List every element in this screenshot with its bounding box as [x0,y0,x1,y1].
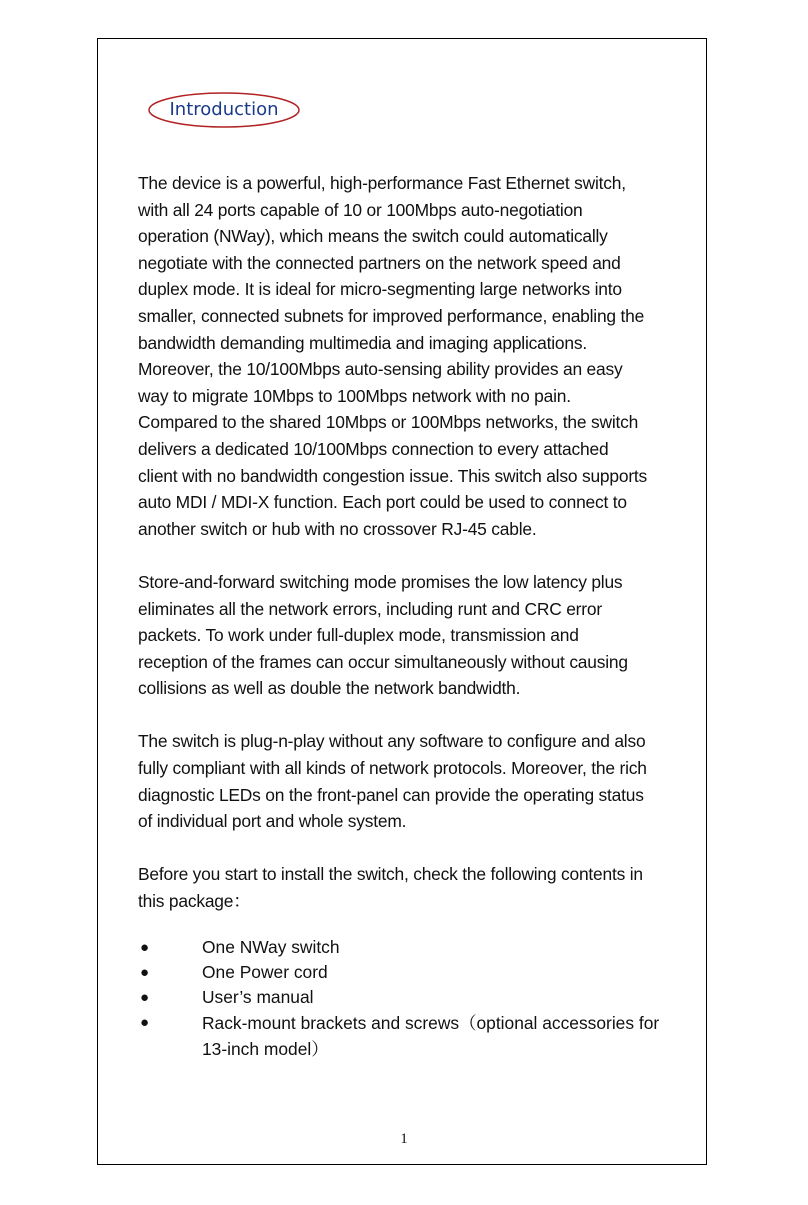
paragraph-plug-n-play: The switch is plug-n-play without any software to configure and also fully compliant with all kinds of network protocols. Moreover, the rich diagnostic LEDs on the front-panel can provide the operating status of individual port and whole system. [138,731,647,832]
paragraph-overview: The device is a powerful, high-performance Fast Ethernet switch, with all 24 ports capable of 10 or 100Mbps auto-negotiation operation (NWay), which means the switch could automatically negotiate with the connected partners on the network speed and duplex mode. It is ideal for micro-segmenting large networks into smaller, connected subnets for improved performance, enabling the bandwidth demanding multimedia and imaging applications. Moreover, the 10/100Mbps auto-sensing ability provides an easy way to migrate 10Mbps to 100Mbps network with no pain. Compared to the shared 10Mbps or 100Mbps networks, the switch delivers a dedicated 10/100Mbps connection to every attached client with no bandwidth congestion issue. This switch also supports auto MDI / MDI-X function. Each port could be used to connect to another switch or hub with no crossover RJ-45 cable. [138,173,648,539]
list-item: ● One NWay switch [138,935,678,960]
body-text [138,170,673,915]
list-item: ● One Power cord [138,960,678,985]
package-contents-list [138,935,678,1062]
list-item: ● User’s manual [138,985,678,1010]
bullet-icon: ● [140,989,150,1006]
section-heading-badge [148,92,300,128]
page-number: 1 [400,1131,408,1147]
paragraph-switching-mode: Store-and-forward switching mode promises the low latency plus eliminates all the network errors, including runt and CRC error packets. To work under full-duplex mode, transmission and reception of the frames can occur simultaneously without causing collisions as well as double the network bandwidth. [138,571,628,699]
section-heading: Introduction [169,99,279,120]
list-item: ● Rack-mount brackets and screws（optional accessories for 13-inch model） [138,1010,678,1062]
bullet-icon: ● [140,964,150,981]
bullet-icon: ● [140,1014,150,1031]
paragraph-package-intro: Before you start to install the switch, check the following contents in this package： [138,864,643,912]
bullet-icon: ● [140,939,150,956]
